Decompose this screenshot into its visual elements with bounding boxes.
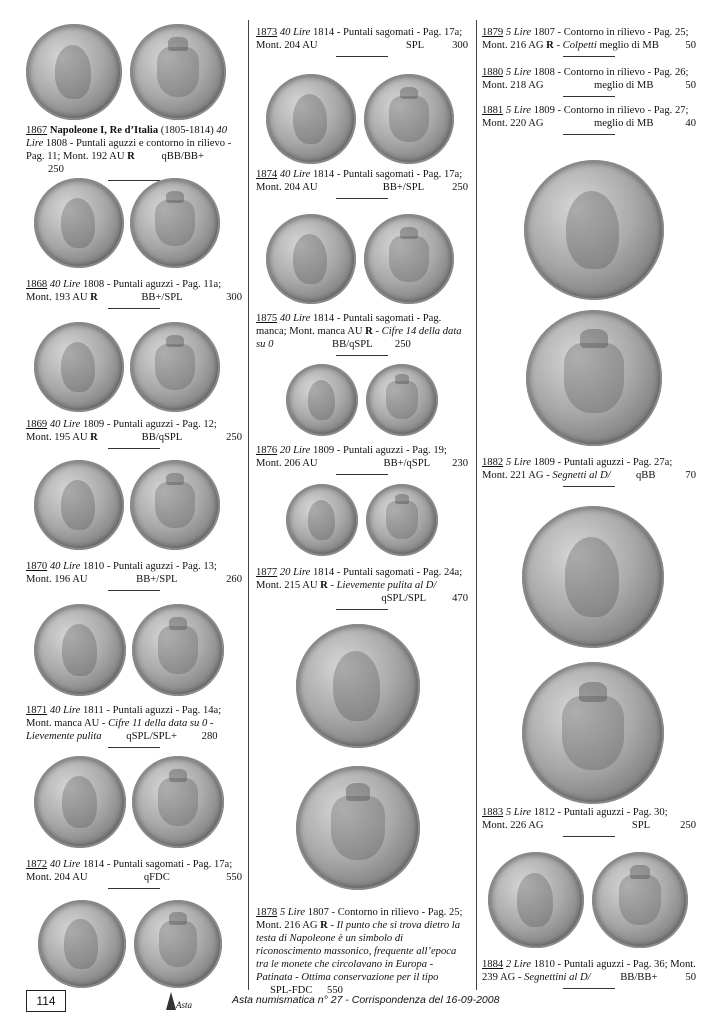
lot-description: 1814 - Puntali sagomati - Pag. 17a; xyxy=(80,859,233,870)
lot-description: 1810 - Puntali aguzzi - Pag. 36; Mont. xyxy=(531,959,696,970)
lot-rarity: R xyxy=(127,151,135,162)
column-divider-1 xyxy=(248,20,249,990)
lot-note: Cifre 11 della data su 0 - Lievemente pulita xyxy=(26,718,214,742)
lot-catalog: Mont. 220 AG xyxy=(482,118,544,129)
lot-1882 xyxy=(482,456,696,487)
lot-1876 xyxy=(256,444,468,475)
lot-price: 550 xyxy=(327,985,343,996)
coin-obverse xyxy=(34,322,124,412)
lot-denomination: 2 Lire xyxy=(505,959,532,970)
lot-1868 xyxy=(26,278,242,309)
coin-reverse xyxy=(130,460,220,550)
lot-grade: SPL xyxy=(405,40,425,51)
lot-1867 xyxy=(26,124,242,181)
lot-catalog: Mont. 193 AU xyxy=(26,292,91,303)
lot-description: 1808 - Puntali aguzzi - Pag. 11a; xyxy=(80,279,222,290)
lot-description: 1810 - Puntali aguzzi - Pag. 13; xyxy=(80,561,217,572)
coin-reverse xyxy=(364,214,454,304)
logo-mark-icon xyxy=(166,992,176,1010)
lot-price: 470 xyxy=(452,593,468,604)
lot-grade: SPL xyxy=(631,820,651,831)
lot-separator xyxy=(563,56,615,57)
lot-note: Segnettini al D/ xyxy=(524,972,591,983)
lot-number: 1882 xyxy=(482,457,504,468)
lot-price: 250 xyxy=(226,432,242,443)
lot-denomination: 40 Lire xyxy=(279,169,311,180)
lot-note: Cifre 14 della data su 0 xyxy=(256,326,462,350)
lot-separator xyxy=(108,180,160,181)
column-divider-2 xyxy=(476,20,477,990)
lot-number: 1872 xyxy=(26,859,48,870)
lot-1881 xyxy=(482,104,696,135)
lot-price: 250 xyxy=(48,164,64,175)
lot-grade: qSPL/SPL+ xyxy=(126,731,177,742)
coin-reverse xyxy=(366,484,438,556)
lot-catalog: 239 AG - xyxy=(482,972,525,983)
lot-description: 1807 - Contorno in rilievo - Pag. 25; Mont. 216 AG xyxy=(256,907,463,931)
publisher-logo xyxy=(166,992,196,1012)
lot-description: 1808 - Contorno in rilievo - Pag. 26; xyxy=(531,67,689,78)
lot-separator xyxy=(563,96,615,97)
lot-catalog: Mont. 206 AU xyxy=(256,458,318,469)
lot-grade: BB+/SPL xyxy=(141,292,183,303)
lot-grade: meglio di MB xyxy=(596,40,659,51)
coin-reverse xyxy=(130,24,226,120)
lot-1875: 1875 40 Lire 1814 - Puntali sagomati - Pag. manca; Mont. manca AU R - Cifre 14 della data su 0 BB/qSPL 250 xyxy=(256,312,468,356)
lot-denomination: 40 Lire xyxy=(279,27,311,38)
lot-1880 xyxy=(482,66,696,97)
lot-denomination: 5 Lire xyxy=(505,457,532,468)
lot-separator xyxy=(108,448,160,449)
lot-grade: meglio di MB xyxy=(593,118,654,129)
logo-text: Asta xyxy=(176,1000,193,1010)
coin-obverse xyxy=(26,24,122,120)
lot-title-dates: (1805-1814) xyxy=(158,125,217,136)
lot-1878: 1878 5 Lire 1807 - Contorno in rilievo - Pag. 25; Mont. 216 AG R - Il punto che si trova dietro la testa di Napoleone è un simbolo di riconoscimento massonico, frequente all’epoca tra le monete che circolavano in Europa -Patinata - Ottima conservazione per il tipo SPL-FDC 550 xyxy=(256,907,463,996)
lot-catalog: Mont. 226 AG xyxy=(482,820,544,831)
lot-catalog: Mont. manca AU - xyxy=(26,718,109,729)
lot-separator xyxy=(108,888,160,889)
coin-obverse xyxy=(522,506,664,648)
lot-separator xyxy=(108,590,160,591)
lot-price: 40 xyxy=(685,118,696,129)
lot-1877: 1877 20 Lire 1814 - Puntali sagomati - Pag. 24a; Mont. 215 AU R - Lievemente pulita al D/ qSPL/SPL 470 xyxy=(256,566,468,610)
lot-catalog: Mont. 221 AG - xyxy=(482,470,553,481)
lot-denomination: 40 Lire xyxy=(49,705,81,716)
lot-number: 1875 xyxy=(256,313,278,324)
coin-obverse xyxy=(34,604,126,696)
lot-description: 1812 - Puntali aguzzi - Pag. 30; xyxy=(531,807,668,818)
lot-catalog: Mont. 218 AG xyxy=(482,80,544,91)
lot-price: 260 xyxy=(226,574,242,585)
lot-description: 1814 - Puntali sagomati - Pag. 24a; xyxy=(310,567,463,578)
lot-price: 250 xyxy=(452,182,468,193)
lot-number: 1878 xyxy=(256,907,278,918)
lot-denomination: 5 Lire xyxy=(505,807,532,818)
lot-price: 300 xyxy=(452,40,468,51)
lot-description: 1811 - Puntali aguzzi - Pag. 14a; xyxy=(80,705,222,716)
coin-reverse xyxy=(364,74,454,164)
lot-price: 50 xyxy=(685,80,696,91)
lot-denomination: 5 Lire xyxy=(505,27,532,38)
lot-grade: BB/qSPL xyxy=(141,432,183,443)
lot-rarity: R xyxy=(546,40,554,51)
lot-price: 50 xyxy=(685,40,696,51)
lot-separator xyxy=(336,198,388,199)
coin-obverse xyxy=(34,178,124,268)
coin-reverse xyxy=(366,364,438,436)
lot-1871 xyxy=(26,704,242,748)
lot-catalog: Mont. 204 AU xyxy=(256,40,318,51)
lot-separator xyxy=(108,308,160,309)
lot-catalog: Mont. 215 AU xyxy=(256,580,321,591)
coin-reverse xyxy=(134,900,222,988)
lot-denomination: 5 Lire xyxy=(279,907,306,918)
lot-description: 1809 - Puntali aguzzi - Pag. 19; xyxy=(310,445,447,456)
coin-obverse xyxy=(266,74,356,164)
lot-denomination: 40 Lire xyxy=(49,561,81,572)
lot-note: Colpetti xyxy=(562,40,597,51)
lot-description: 1814 - Puntali sagomati - Pag. manca; Mont. manca AU xyxy=(256,313,442,337)
lot-1874 xyxy=(256,168,468,199)
lot-description: 1809 - Contorno in rilievo - Pag. 27; xyxy=(531,105,689,116)
lot-price: 550 xyxy=(226,872,242,883)
coin-reverse xyxy=(526,310,662,446)
lot-1872 xyxy=(26,858,242,889)
lot-grade: BB+/SPL xyxy=(136,574,178,585)
lot-denomination: 40 Lire xyxy=(26,125,227,149)
lot-rarity: R xyxy=(320,920,328,931)
lot-separator xyxy=(336,609,388,610)
lot-grade: SPL-FDC xyxy=(270,985,313,996)
lot-catalog: Mont. 204 AU xyxy=(26,872,88,883)
lot-separator xyxy=(563,486,615,487)
page-footer xyxy=(26,990,706,1014)
coin-obverse xyxy=(296,624,420,748)
lot-description: 1809 - Puntali aguzzi - Pag. 12; xyxy=(80,419,217,430)
lot-price: 300 xyxy=(226,292,242,303)
lot-rarity: R xyxy=(90,432,98,443)
lot-description: 1809 - Puntali aguzzi - Pag. 27a; xyxy=(531,457,673,468)
coin-obverse xyxy=(286,364,358,436)
lot-grade: BB+/qSPL xyxy=(383,458,431,469)
lot-denomination: 5 Lire xyxy=(505,105,532,116)
lot-note: Segnetti al D/ xyxy=(552,470,611,481)
lot-number: 1873 xyxy=(256,27,278,38)
lot-grade: qBB/BB+ xyxy=(161,151,204,162)
lot-grade: BB+/SPL xyxy=(382,182,425,193)
lot-price: 280 xyxy=(201,731,218,742)
lot-note: Lievemente pulita al D/ xyxy=(336,580,437,591)
lot-rarity: R xyxy=(90,292,98,303)
coin-reverse xyxy=(132,604,224,696)
lot-description: 1807 - Contorno in rilievo - Pag. 25; xyxy=(531,27,689,38)
coin-reverse xyxy=(132,756,224,848)
lot-number: 1879 xyxy=(482,27,504,38)
coin-obverse xyxy=(34,756,126,848)
lot-price: 250 xyxy=(394,339,411,350)
lot-note: Il punto che si trova dietro la testa di Napoleone è un simbolo di riconoscimento massonico, frequente all’epoca tra le monete che circolavano in Europa -Patinata - Ottima conservazione per il tipo xyxy=(256,920,461,983)
coin-obverse xyxy=(266,214,356,304)
lot-number: 1871 xyxy=(26,705,48,716)
lot-number: 1867 xyxy=(26,125,48,136)
lot-1869 xyxy=(26,418,242,449)
lot-number: 1874 xyxy=(256,169,278,180)
lot-denomination: 20 Lire xyxy=(279,445,311,456)
lot-denomination: 40 Lire xyxy=(49,859,81,870)
lot-grade: qFDC xyxy=(143,872,170,883)
lot-number: 1877 xyxy=(256,567,278,578)
lot-number: 1870 xyxy=(26,561,48,572)
lot-1884 xyxy=(482,958,696,989)
lot-number: 1876 xyxy=(256,445,278,456)
lot-denomination: 20 Lire xyxy=(279,567,311,578)
coin-reverse xyxy=(296,766,420,890)
lot-grade: qSPL/SPL xyxy=(381,593,427,604)
coin-obverse xyxy=(38,900,126,988)
lot-number: 1868 xyxy=(26,279,48,290)
page-number: 114 xyxy=(26,990,66,1012)
lot-title: Napoleone I, Re d’Italia xyxy=(49,125,159,136)
lot-price: 70 xyxy=(685,470,696,481)
lot-number: 1884 xyxy=(482,959,504,970)
lot-denomination: 40 Lire xyxy=(49,419,81,430)
lot-description: 1808 - Puntali aguzzi e contorno in rilievo - Pag. 11; Mont. 192 AU xyxy=(26,138,232,162)
lot-1883 xyxy=(482,806,696,837)
lot-description: 1814 - Puntali sagomati - Pag. 17a; xyxy=(310,169,463,180)
lot-denomination: 40 Lire xyxy=(49,279,81,290)
coin-reverse xyxy=(130,322,220,412)
lot-separator xyxy=(336,355,388,356)
coin-reverse xyxy=(522,662,664,804)
lot-denomination: 40 Lire xyxy=(279,313,311,324)
coin-obverse xyxy=(34,460,124,550)
lot-number: 1869 xyxy=(26,419,48,430)
lot-grade: BB/BB+ xyxy=(620,972,658,983)
coin-reverse xyxy=(592,852,688,948)
lot-rarity: R xyxy=(320,580,328,591)
lot-number: 1881 xyxy=(482,105,504,116)
lot-number: 1880 xyxy=(482,67,504,78)
lot-number: 1883 xyxy=(482,807,504,818)
lot-separator xyxy=(563,134,615,135)
lot-separator xyxy=(336,56,388,57)
lot-rarity: R xyxy=(365,326,373,337)
lot-catalog: Mont. 195 AU xyxy=(26,432,91,443)
lot-grade: qBB xyxy=(635,470,656,481)
footer-caption: Asta numismatica n° 27 - Corrispondenza del 16-09-2008 xyxy=(232,994,500,1006)
lot-1873 xyxy=(256,26,468,57)
lot-catalog: Mont. 204 AU xyxy=(256,182,318,193)
lot-denomination: 5 Lire xyxy=(505,67,532,78)
lot-price: 50 xyxy=(685,972,696,983)
lot-description: 1814 - Puntali sagomati - Pag. 17a; xyxy=(310,27,463,38)
lot-price: 250 xyxy=(680,820,696,831)
lot-catalog: Mont. 196 AU xyxy=(26,574,88,585)
lot-grade: BB/qSPL xyxy=(332,339,373,350)
lot-separator xyxy=(108,747,160,748)
coin-obverse xyxy=(524,160,664,300)
lot-separator xyxy=(563,988,615,989)
lot-catalog: Mont. 216 AG xyxy=(482,40,547,51)
lot-price: 230 xyxy=(452,458,468,469)
coin-obverse xyxy=(286,484,358,556)
coin-obverse xyxy=(488,852,584,948)
lot-grade: meglio di MB xyxy=(593,80,654,91)
lot-separator xyxy=(336,474,388,475)
lot-1870 xyxy=(26,560,242,591)
lot-separator xyxy=(563,836,615,837)
coin-reverse xyxy=(130,178,220,268)
lot-1879: 1879 5 Lire 1807 - Contorno in rilievo - Pag. 25; Mont. 216 AG R - Colpetti meglio di MB 50 xyxy=(482,26,696,57)
